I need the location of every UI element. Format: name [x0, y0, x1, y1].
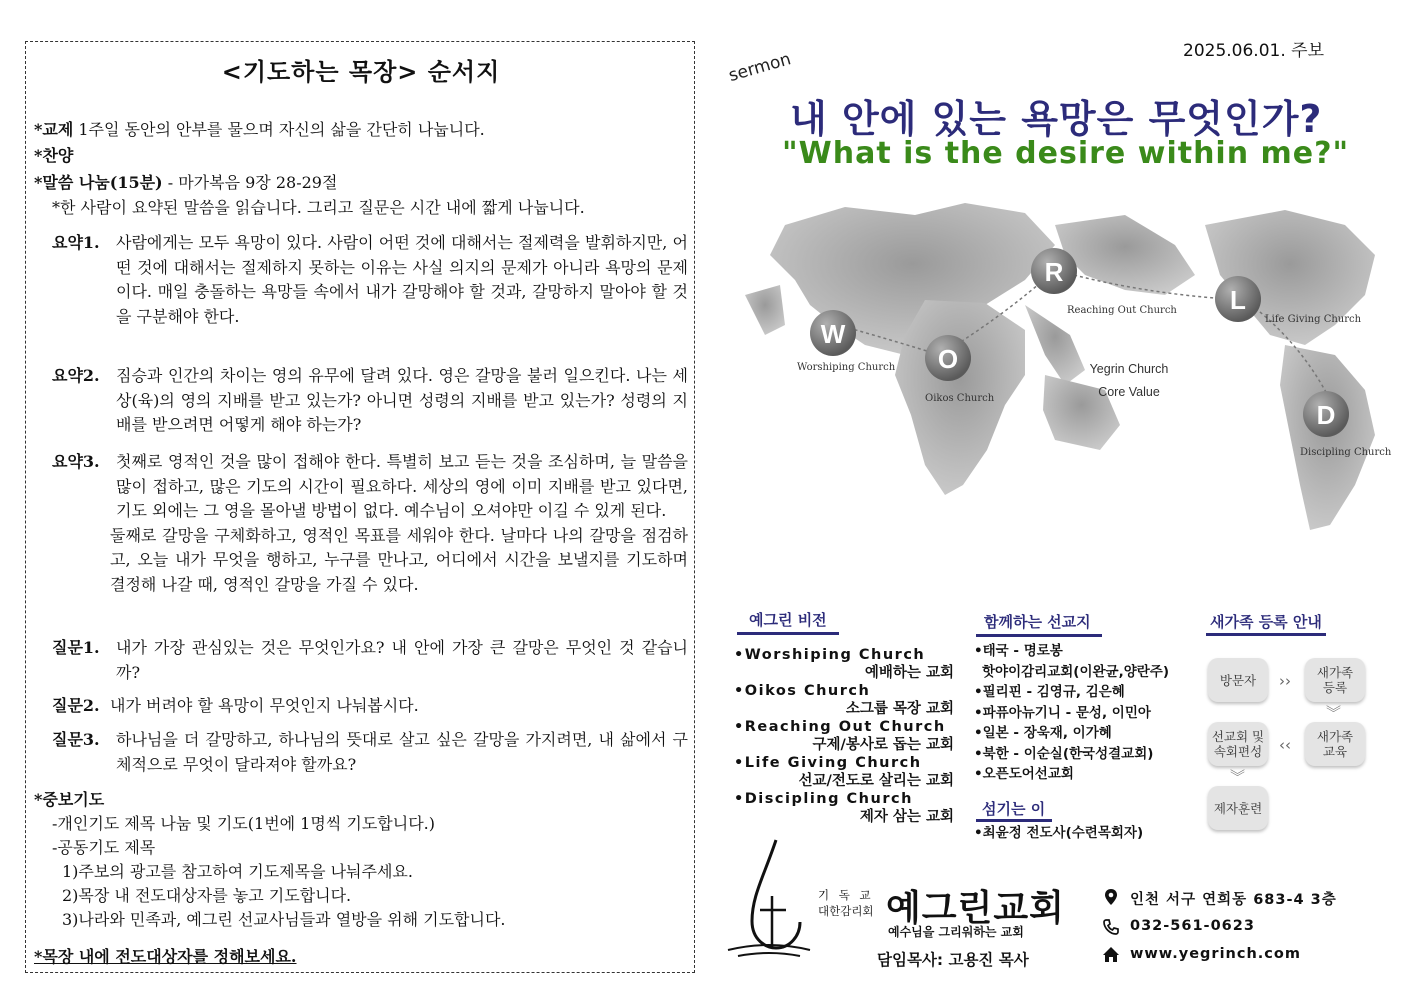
church-website[interactable]: www.yegrinch.com	[1130, 946, 1301, 962]
vision-item-en: •Oikos Church	[734, 683, 871, 699]
question-3-label: 질문3.	[52, 730, 100, 749]
church-phone: 032-561-0623	[1130, 918, 1255, 934]
prayer-line: 3)나라와 민족과, 예그린 선교사님들과 열방을 위해 기도합니다.	[62, 910, 506, 929]
phone-icon	[1102, 918, 1120, 936]
mission-item: •필리핀 - 김영규, 김은혜	[974, 684, 1125, 700]
vision-item-en: •Reaching Out Church	[734, 719, 946, 735]
prayer-line: -공동기도 제목	[52, 838, 156, 857]
word-text: - 마가복음 9장 28-29절	[167, 173, 338, 192]
summary-3	[52, 450, 688, 597]
badge-d: D	[1316, 400, 1336, 430]
vision-item-ko: 선교/전도로 살리는 교회	[798, 773, 954, 789]
arrow-left: ‹‹	[1279, 736, 1291, 754]
fellowship-line	[34, 118, 485, 142]
mission-item: •일본 - 장욱재, 이가혜	[974, 725, 1112, 741]
closing-note: *목장 내에 전도대상자를 정해보세요.	[34, 947, 297, 966]
vision-item-en: •Worshiping Church	[734, 647, 926, 663]
caption-reaching-out: Reaching Out Church	[1067, 305, 1177, 316]
order-title: <기도하는 목장> 순서지	[221, 58, 501, 86]
step-register: 새가족 등록	[1305, 658, 1365, 702]
mission-item: •오픈도어선교회	[974, 766, 1074, 782]
arrow-down: ︾	[1230, 768, 1246, 786]
bulletin-date: 2025.06.01. 주보	[1183, 41, 1324, 61]
church-denomination-2: 대한감리회	[818, 904, 874, 918]
mission-item: 핫야이감리교회(이완균,양란주)	[982, 663, 1170, 680]
mission-item: •파퓨아뉴기니 - 문성, 이민아	[974, 704, 1151, 721]
home-icon	[1102, 946, 1120, 963]
summary-3-text: 첫째로 영적인 것을 많이 접해야 한다. 특별히 보고 듣는 것을 조심하며, 늘 말씀을 많이 접하고, 많은 기도의 시간이 필요하다. 세상의 영에 이미 지배를 받고 있다면, 기도 외에는 그 영을 몰아낼 방법이 없다. 예수님이 오셔야만 이길 수 있게 된다.	[116, 452, 688, 520]
vision-item-en: •Life Giving Church	[734, 755, 922, 771]
pin-icon	[1103, 888, 1119, 906]
badge-l: L	[1230, 285, 1246, 315]
question-2-label: 질문2.	[52, 696, 100, 715]
caption-discipling: Discipling Church	[1300, 447, 1392, 458]
step-education: 새가족 교육	[1305, 722, 1365, 766]
arrow-down: ︾	[1326, 704, 1342, 722]
vision-item-ko: 소그룹 목장 교회	[845, 701, 954, 717]
vision-item-en: •Discipling Church	[734, 791, 913, 807]
badge-o: O	[937, 344, 959, 374]
church-slogan: 예수님을 그리워하는 교회	[888, 925, 1024, 939]
summary-1-text: 사람에게는 모두 욕망이 있다. 사람이 어떤 것에 대해서는 절제력을 발휘하지만, 어떤 것에 대해서는 절제하지 못하는 이유는 사실 의지의 문제가 아니라 욕망의 문제이다. 매일 충돌하는 욕망들 속에서 내가 갈망해야 할 것과, 갈망하지 말아야 할 것을 구분해야 한다.	[116, 233, 688, 326]
word-label: *말씀 나눔(15분)	[34, 173, 163, 192]
vision-title: 예그린 비전	[749, 611, 827, 629]
newcomer-underline	[1206, 633, 1326, 636]
summary-1	[52, 231, 688, 329]
church-address: 인천 서구 연희동 683-4 3층	[1130, 892, 1337, 908]
question-2	[52, 694, 688, 719]
church-logo-icon	[724, 836, 814, 964]
step-visitor: 방문자	[1208, 658, 1268, 702]
fellowship-text: 1주일 동안의 안부를 물으며 자신의 삶을 간단히 나눕니다.	[78, 120, 485, 139]
step-disciple: 제자훈련	[1208, 786, 1268, 830]
word-line	[34, 171, 337, 195]
summary-3-label: 요약3.	[52, 452, 100, 471]
mission-item: •북한 - 이순실(한국성결교회)	[974, 745, 1154, 762]
summary-2-label: 요약2.	[52, 366, 100, 385]
summary-2	[52, 364, 688, 438]
mission-underline	[976, 634, 1102, 637]
pastor-name: 담임목사: 고용진 목사	[877, 951, 1029, 969]
mission-list	[974, 641, 1169, 785]
vision-item-ko: 구제/봉사로 돕는 교회	[812, 737, 954, 753]
center-label-1: Yegrin Church	[1089, 362, 1169, 376]
summary-2-text: 짐승과 인간의 차이는 영의 유무에 달려 있다. 영은 갈망을 불러 일으킨다. 나는 세상(육)의 영의 지배를 받고 있는가? 아니면 성령의 지배를 받고 있는가? 성령의 지배를 받으려면 어떻게 해야 하는가?	[116, 366, 688, 434]
servant-underline	[976, 819, 1052, 822]
question-3-text: 하나님을 더 갈망하고, 하나님의 뜻대로 살고 싶은 갈망을 가지려면, 내 삶에서 구체적으로 무엇이 달라져야 할까요?	[116, 730, 688, 774]
summary-1-label: 요약1.	[52, 233, 100, 252]
center-label-2: Core Value	[1098, 385, 1160, 399]
world-map-core-value	[725, 185, 1400, 555]
caption-life-giving: Life Giving Church	[1265, 314, 1362, 325]
servant-title: 섬기는 이	[982, 800, 1046, 818]
question-1-label: 질문1.	[52, 638, 100, 657]
praise-label: *찬양	[34, 146, 74, 165]
mission-title: 함께하는 선교지	[984, 613, 1091, 631]
summary-3-text-2: 둘째로 갈망을 구체화하고, 영적인 목표를 세워야 한다. 날마다 나의 갈망을 점검하고, 오늘 내가 무엇을 행하고, 누구를 만나고, 어디에서 시간을 보낼지를 기도하며 결정해 나갈 때, 영적인 갈망을 가질 수 있다.	[110, 525, 688, 594]
servant-item: •최윤정 전도사(수련목회자)	[974, 825, 1144, 841]
prayer-line: 1)주보의 광고를 참고하여 기도제목을 나눠주세요.	[62, 862, 413, 881]
prayer-line: -개인기도 제목 나눔 및 기도(1번에 1명씩 기도합니다.)	[52, 814, 435, 833]
church-denomination-1: 기 독 교	[818, 888, 874, 902]
vision-item-ko: 예배하는 교회	[864, 665, 954, 681]
fellowship-label: *교제	[34, 120, 74, 139]
prayer-line: 2)목장 내 전도대상자를 놓고 기도합니다.	[62, 886, 352, 905]
order-of-service-panel	[25, 41, 695, 973]
step-group: 선교회 및 속회편성	[1208, 722, 1268, 766]
caption-oikos: Oikos Church	[925, 393, 995, 404]
church-name: 예그린교회	[886, 888, 1065, 929]
word-note: *한 사람이 요약된 말씀을 읽습니다. 그리고 질문은 시간 내에 짧게 나눕니다.	[52, 198, 585, 217]
badge-r: R	[1044, 257, 1064, 287]
caption-worshiping: Worshiping Church	[797, 362, 896, 373]
question-3	[52, 728, 688, 777]
mission-item: •태국 - 명로봉	[974, 643, 1063, 659]
vision-list	[734, 646, 954, 826]
sermon-title-korean: 내 안에 있는 욕망은 무엇인가?	[790, 97, 1323, 141]
sermon-tag: sermon	[726, 49, 794, 86]
vision-underline	[737, 632, 839, 635]
prayer-label: *중보기도	[34, 790, 105, 809]
question-2-text: 내가 버려야 할 욕망이 무엇인지 나눠봅시다.	[110, 696, 419, 715]
vision-item-ko: 제자 삼는 교회	[859, 809, 954, 825]
arrow-right: ››	[1279, 672, 1291, 690]
question-1-text: 내가 가장 관심있는 것은 무엇인가요? 내 안에 가장 큰 갈망은 무엇인 것 같습니까?	[116, 638, 688, 682]
sermon-title-english: "What is the desire within me?"	[782, 136, 1350, 171]
question-1	[52, 636, 688, 685]
newcomer-title: 새가족 등록 안내	[1210, 613, 1322, 631]
badge-w: W	[820, 319, 846, 349]
